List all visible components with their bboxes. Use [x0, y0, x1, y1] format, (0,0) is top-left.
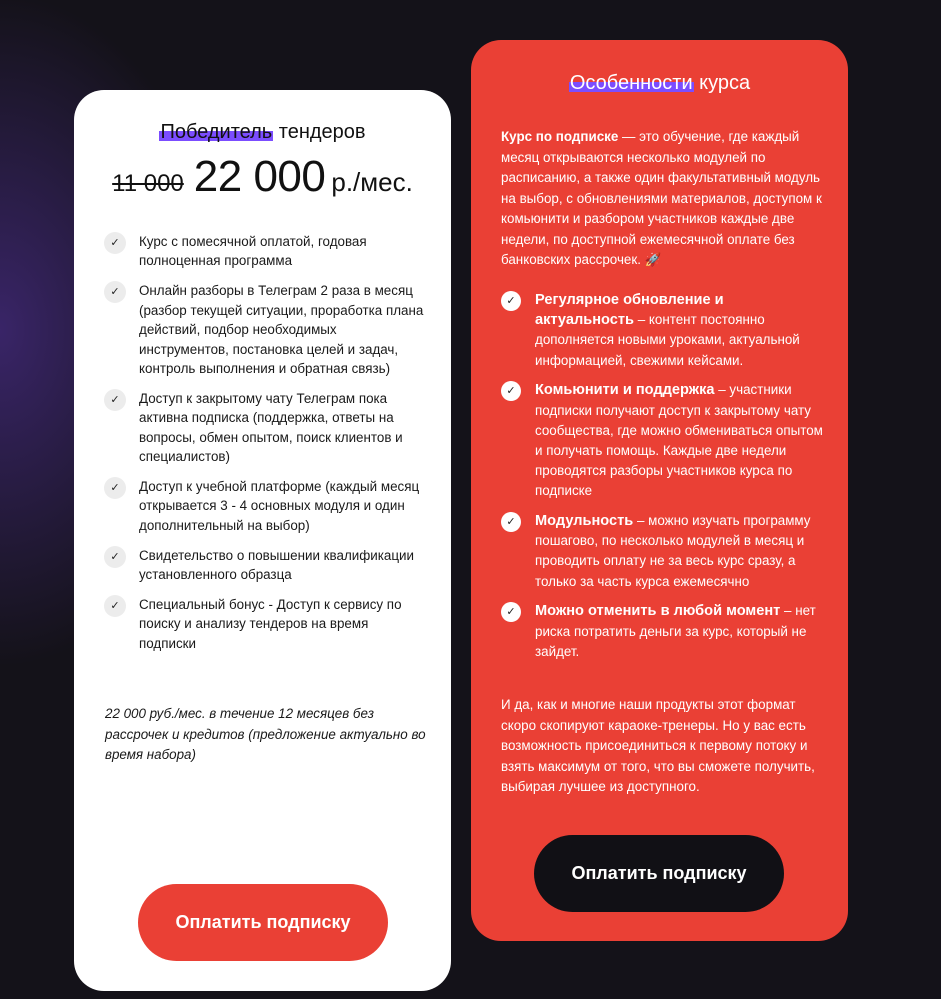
list-item: [501, 601, 826, 662]
feature-text: – можно изучать программу пошагово, по несколько модулей в месяц и проводить оплату не за весь курс сразу, а только за часть курса ежемесячно: [535, 513, 811, 589]
title-rest: курса: [693, 72, 751, 94]
list-item: [104, 232, 426, 271]
check-icon: ✓: [501, 291, 521, 311]
feature-text: Специальный бонус - Доступ к сервису по поиску и анализу тендеров на время подписки: [139, 597, 402, 651]
check-icon: ✓: [104, 477, 126, 499]
title-highlight: Победитель: [160, 121, 273, 143]
feature-text: Онлайн разборы в Телеграм 2 раза в месяц (разбор текущей ситуации, проработка плана действий, подбор необходимых инструментов, постановка целей и задач, контроль выполнения и обратная связь): [139, 283, 424, 376]
new-price: 22 000: [193, 152, 326, 201]
feature-bold: Можно отменить в любой момент: [535, 603, 781, 620]
check-icon: ✓: [104, 389, 126, 411]
check-icon: ✓: [104, 595, 126, 617]
intro-text: [501, 127, 824, 271]
feature-bold: Модульность: [535, 513, 634, 530]
title-rest: тендеров: [273, 121, 366, 143]
check-icon: ✓: [104, 546, 126, 568]
pricing-card: [74, 90, 451, 991]
check-icon: ✓: [501, 602, 521, 622]
list-item: [104, 477, 426, 535]
feature-text: Доступ к закрытому чату Телеграм пока активна подписка (поддержка, ответы на вопросы, обмен опытом, поиск клиентов и специалистов): [139, 390, 403, 465]
card-title: [74, 121, 451, 144]
list-item: [501, 380, 826, 501]
features-card: [471, 40, 848, 941]
outro-text: И да, как и многие наши продукты этот формат скоро скопируют караоке-тренеры. Но у вас есть возможность присоединиться к первому потоку и взять максимум от того, что вы сможете получить, выбирая лучшее из доступного.: [501, 697, 815, 794]
title-highlight: Особенности: [569, 72, 693, 94]
list-item: [104, 546, 426, 585]
old-price: 11 000: [112, 170, 184, 197]
intro-body: — это обучение, где каждый месяц открываются несколько модулей по расписанию, а также один факультативный модуль на выбор, с обновлениями материалов, доступом к комьюнити и разбором участников каждые две недели, по доступной ежемесячной оплате без банковских рассрочек. 🚀: [501, 129, 822, 267]
list-item: [104, 595, 426, 653]
list-item: [501, 290, 826, 371]
check-icon: ✓: [104, 232, 126, 254]
card-title: [471, 72, 848, 95]
check-icon: ✓: [501, 512, 521, 532]
feature-bold: Регулярное обновление и актуальность: [535, 292, 724, 329]
list-item: [501, 511, 826, 592]
check-icon: ✓: [501, 381, 521, 401]
feature-text: – участники подписки получают доступ к закрытому чату сообщества, где можно обмениваться опытом и получать помощь. Каждые две недели проводятся разборы участников курса по подписке: [535, 382, 823, 499]
list-item: [104, 389, 426, 467]
intro-bold: Курс по подписке: [501, 129, 619, 144]
price-unit: р./мес.: [331, 167, 413, 197]
pay-subscription-button[interactable]: Оплатить подписку: [138, 884, 388, 961]
feature-text: Курс с помесячной оплатой, годовая полноценная программа: [139, 234, 367, 269]
feature-list: [501, 290, 826, 671]
feature-text: – контент постоянно дополняется новыми уроками, актуальной информацией, свежими кейсами.: [535, 312, 800, 368]
check-icon: ✓: [104, 281, 126, 303]
feature-text: Доступ к учебной платформе (каждый месяц открывается 3 - 4 основных модуля и один дополнительный на выбор): [139, 478, 420, 533]
pay-subscription-button[interactable]: Оплатить подписку: [534, 835, 784, 912]
price-note: 22 000 руб./мес. в течение 12 месяцев без рассрочек и кредитов (предложение актуально во время набора): [105, 706, 426, 762]
feature-list: [104, 232, 426, 664]
list-item: [104, 281, 426, 378]
feature-bold: Комьюнити и поддержка: [535, 382, 715, 399]
price-row: [74, 152, 451, 202]
feature-text: Свидетельство о повышении квалификации установленного образца: [139, 547, 414, 583]
feature-text: – нет риска потратить деньги за курс, который не зайдет.: [535, 603, 816, 659]
